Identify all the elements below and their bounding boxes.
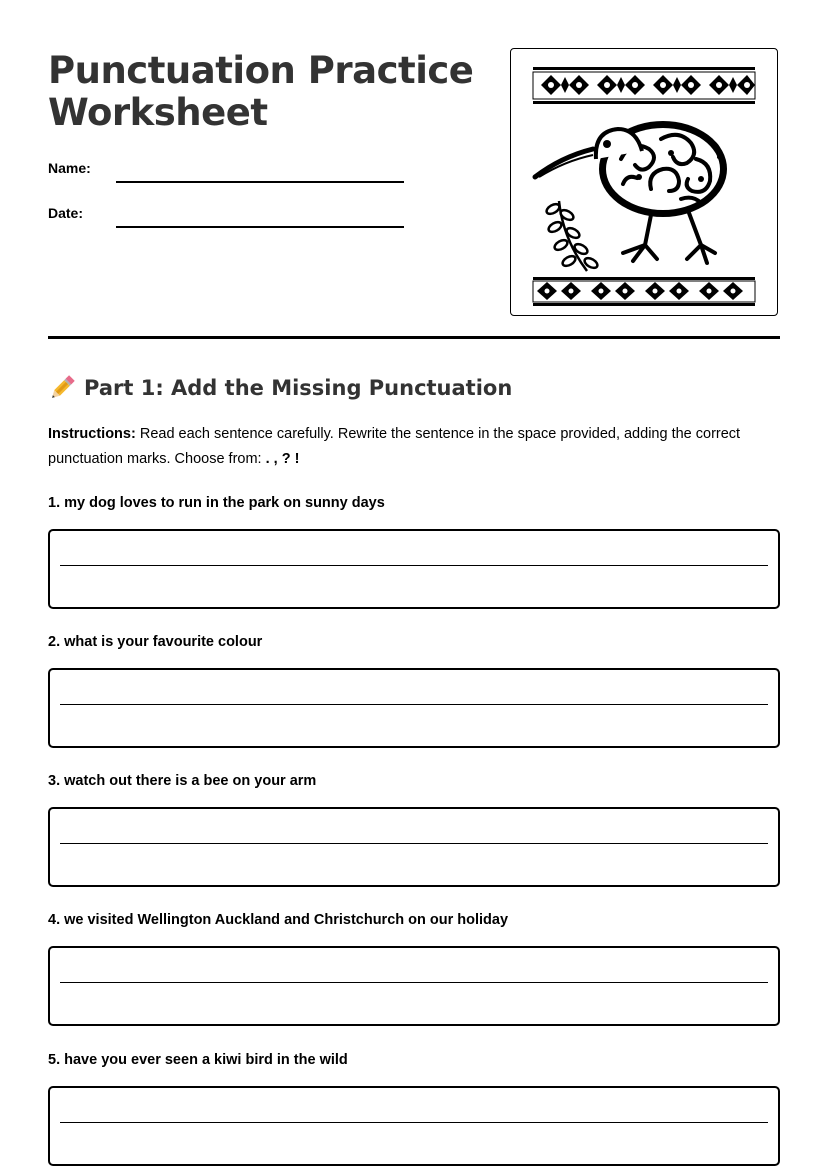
question-2 bbox=[48, 634, 780, 654]
instructions-text: Read each sentence carefully. Rewrite the sentence in the space provided, adding the correct punctuation marks. Choose from: bbox=[48, 426, 741, 467]
question-text: 4. we visited Wellington Auckland and Christchurch on our holiday bbox=[48, 912, 509, 928]
punctuation-marks: . , ? ! bbox=[265, 451, 300, 467]
question-3 bbox=[48, 773, 780, 793]
kiwi-legs bbox=[623, 213, 715, 263]
instructions-label: Instructions: bbox=[48, 426, 136, 442]
question-text: 1. my dog loves to run in the park on sunny days bbox=[48, 495, 385, 511]
part1-heading bbox=[48, 374, 512, 402]
part1-title: Part 1: Add the Missing Punctuation bbox=[84, 376, 513, 400]
date-write-line[interactable] bbox=[116, 226, 404, 228]
name-write-line[interactable] bbox=[116, 181, 404, 183]
write-line bbox=[60, 982, 768, 983]
name-field[interactable] bbox=[48, 160, 408, 184]
name-label: Name: bbox=[48, 160, 91, 176]
question-text: 3. watch out there is a bee on your arm bbox=[48, 773, 317, 789]
bottom-pattern-band bbox=[533, 277, 755, 306]
answer-box[interactable] bbox=[48, 529, 780, 609]
answer-box[interactable] bbox=[48, 1086, 780, 1166]
write-line bbox=[60, 704, 768, 705]
title-line-2: Worksheet bbox=[48, 91, 268, 134]
pencil-icon bbox=[48, 374, 76, 402]
answer-box[interactable] bbox=[48, 668, 780, 748]
question-text: 2. what is your favourite colour bbox=[48, 634, 263, 650]
page-title bbox=[48, 50, 478, 134]
question-1 bbox=[48, 495, 780, 515]
instructions bbox=[48, 422, 788, 472]
write-line bbox=[60, 843, 768, 844]
fern-branch bbox=[545, 201, 599, 271]
answer-box[interactable] bbox=[48, 807, 780, 887]
date-label: Date: bbox=[48, 205, 84, 221]
kiwi-bird-icon bbox=[511, 49, 776, 314]
write-line bbox=[60, 565, 768, 566]
question-4 bbox=[48, 912, 780, 932]
question-5 bbox=[48, 1052, 780, 1072]
answer-box[interactable] bbox=[48, 946, 780, 1026]
top-pattern-band bbox=[533, 67, 755, 104]
section-divider bbox=[48, 336, 780, 339]
kiwi-illustration bbox=[510, 48, 778, 316]
question-text: 5. have you ever seen a kiwi bird in the wild bbox=[48, 1052, 348, 1068]
title-line-1: Punctuation Practice bbox=[48, 49, 474, 92]
date-field[interactable] bbox=[48, 205, 408, 229]
write-line bbox=[60, 1122, 768, 1123]
